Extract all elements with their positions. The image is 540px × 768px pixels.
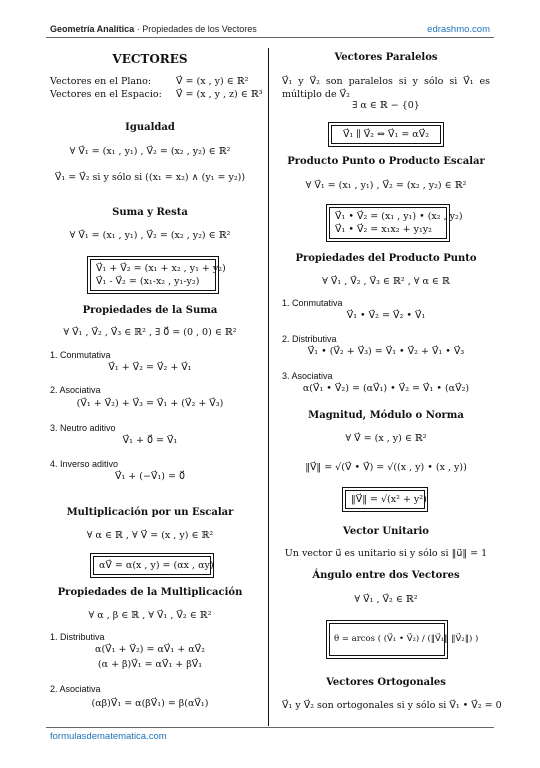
prop-mult-asoc: (αβ)V⃗₁ = α(βV⃗₁) = β(αV⃗₁) bbox=[91, 698, 209, 709]
header-rule bbox=[46, 37, 494, 38]
prop-mult-given: ∀ α , β ∈ ℝ , ∀ V⃗₁ , V⃗₂ ∈ ℝ² bbox=[88, 610, 212, 621]
mult-escalar-title: Multiplicación por un Escalar bbox=[66, 507, 234, 518]
plano-label: Vectores en el Plano: bbox=[50, 76, 152, 87]
paralelos-text: V⃗₁ y V⃗₂ son paralelos si y sólo si V⃗₁ es múltiplo de V⃗₂ bbox=[282, 76, 490, 100]
header-subtitle: · Propiedades de los Vectores bbox=[136, 24, 257, 34]
mult-escalar-given: ∀ α ∈ ℝ , ∀ V⃗ = (x , y) ∈ ℝ² bbox=[86, 530, 214, 541]
prop-suma-formula: V⃗₁ + 0⃗ = V⃗₁ bbox=[122, 435, 178, 446]
footer-site-link[interactable]: formulasdematematica.com bbox=[50, 731, 167, 742]
prop-suma-label: 1. Conmutativa bbox=[50, 350, 111, 360]
unitario-text: Un vector u⃗ es unitario si y sólo si ‖u⃗‖ = 1 bbox=[284, 548, 488, 559]
magnitud-given: ∀ V⃗ = (x , y) ∈ ℝ² bbox=[345, 433, 427, 444]
vectores-plano bbox=[50, 76, 250, 87]
prop-punto-formula: V⃗₁ • (V⃗₂ + V⃗₃) = V⃗₁ • V⃗₂ + V⃗₁ • V⃗₃ bbox=[307, 346, 465, 357]
prop-suma-title: Propiedades de la Suma bbox=[82, 305, 218, 316]
espacio-formula: V⃗ = (x , y , z) ∈ ℝ³ bbox=[176, 89, 263, 100]
mult-escalar-formula: αV⃗ = α(x , y) = (αx , αy) bbox=[99, 560, 214, 571]
prop-mult-distrib-1: α(V⃗₁ + V⃗₂) = αV⃗₁ + αV⃗₂ bbox=[95, 644, 205, 655]
ortogonales-text: V⃗₁ y V⃗₂ son ortogonales si y sólo si V⃗₁ • V⃗₂ = 0 bbox=[282, 700, 502, 711]
column-divider bbox=[268, 48, 269, 726]
prop-mult-distrib-label: 1. Distributiva bbox=[50, 632, 105, 642]
page-header bbox=[50, 24, 257, 34]
plano-formula: V⃗ = (x , y) ∈ ℝ² bbox=[176, 76, 249, 87]
angulo-given: ∀ V⃗₁ , V⃗₂ ∈ ℝ² bbox=[354, 594, 418, 605]
ortogonales-title: Vectores Ortogonales bbox=[326, 677, 446, 688]
paralelos-exists: ∃ α ∈ ℝ − {0} bbox=[352, 100, 420, 111]
prop-punto-formula: V⃗₁ • V⃗₂ = V⃗₂ • V⃗₁ bbox=[346, 310, 426, 321]
magnitud-formula: ‖V⃗‖ = √(x² + y²) bbox=[351, 494, 427, 505]
prop-punto-formula: α(V⃗₁ • V⃗₂) = (αV⃗₁) • V⃗₂ = V⃗₁ • (αV⃗₂) bbox=[302, 383, 470, 394]
magnitud-box bbox=[342, 487, 428, 512]
header-site-link[interactable]: edrashmo.com bbox=[427, 24, 490, 35]
prop-mult-title: Propiedades de la Multiplicación bbox=[57, 587, 243, 598]
igualdad-rule: V⃗₁ = V⃗₂ si y sólo si ((x₁ = x₂) ∧ (y₁ = y₂)) bbox=[54, 172, 246, 183]
angulo-box bbox=[326, 620, 479, 659]
angulo-title: Ángulo entre dos Vectores bbox=[312, 570, 460, 581]
suma-resta-box bbox=[87, 256, 226, 294]
prop-punto-label: 3. Asociativa bbox=[282, 371, 333, 381]
prop-suma-label: 2. Asociativa bbox=[50, 385, 101, 395]
prop-punto-label: 1. Conmutativa bbox=[282, 298, 343, 308]
producto-punto-given: ∀ V⃗₁ = (x₁ , y₁) , V⃗₂ = (x₂ , y₂) ∈ ℝ² bbox=[305, 180, 467, 191]
paralelos-box bbox=[328, 122, 444, 147]
igualdad-title: Igualdad bbox=[125, 122, 175, 133]
prop-suma-formula: V⃗₁ + (−V⃗₁) = 0⃗ bbox=[114, 471, 186, 482]
suma-resta-title: Suma y Resta bbox=[112, 207, 188, 218]
producto-punto-line2: V⃗₁ • V⃗₂ = x₁x₂ + y₁y₂ bbox=[335, 224, 432, 235]
paralelos-formula: V⃗₁ ∥ V⃗₂ ⇔ V⃗₁ = αV⃗₂ bbox=[342, 129, 430, 140]
prop-suma-given: ∀ V⃗₁ , V⃗₂ , V⃗₃ ∈ ℝ² , ∃ 0⃗ = (0 , 0) ∈ ℝ² bbox=[63, 327, 237, 338]
mult-escalar-box bbox=[90, 553, 214, 578]
vectores-title: VECTORES bbox=[112, 52, 188, 66]
suma-formula: V⃗₁ + V⃗₂ = (x₁ + x₂ , y₁ + y₂) bbox=[96, 263, 226, 274]
espacio-label: Vectores en el Espacio: bbox=[50, 89, 162, 100]
suma-resta-given: ∀ V⃗₁ = (x₁ , y₁) , V⃗₂ = (x₂ , y₂) ∈ ℝ² bbox=[69, 230, 231, 241]
vectores-espacio bbox=[50, 89, 263, 100]
prop-suma-formula: (V⃗₁ + V⃗₂) + V⃗₃ = V⃗₁ + (V⃗₂ + V⃗₃) bbox=[76, 398, 224, 409]
prop-mult-distrib-2: (α + β)V⃗₁ = αV⃗₁ + βV⃗₁ bbox=[97, 659, 203, 670]
igualdad-given: ∀ V⃗₁ = (x₁ , y₁) , V⃗₂ = (x₂ , y₂) ∈ ℝ² bbox=[69, 146, 231, 157]
magnitud-line1: ‖V⃗‖ = √(V⃗ • V⃗) = √((x , y) • (x , y)) bbox=[305, 462, 467, 473]
producto-punto-box bbox=[326, 204, 463, 242]
prop-suma-label: 4. Inverso aditivo bbox=[50, 459, 119, 469]
prop-punto-title: Propiedades del Producto Punto bbox=[295, 253, 477, 264]
angulo-formula: θ = arcos ( (V⃗₁ • V⃗₂) / (‖V⃗₁‖ ‖V⃗₂‖) ) bbox=[334, 634, 479, 644]
paralelos-title: Vectores Paralelos bbox=[334, 52, 438, 63]
prop-mult-asoc-label: 2. Asociativa bbox=[50, 684, 101, 694]
prop-punto-given: ∀ V⃗₁ , V⃗₂ , V⃗₃ ∈ ℝ² , ∀ α ∈ ℝ bbox=[322, 276, 450, 287]
producto-punto-line1: V⃗₁ • V⃗₂ = (x₁ , y₁) • (x₂ , y₂) bbox=[335, 211, 463, 222]
prop-suma-label: 3. Neutro aditivo bbox=[50, 423, 116, 433]
header-topic: Geometría Analítica bbox=[50, 24, 135, 34]
producto-punto-title: Producto Punto o Producto Escalar bbox=[287, 156, 485, 167]
magnitud-title: Magnitud, Módulo o Norma bbox=[308, 410, 464, 421]
unitario-title: Vector Unitario bbox=[343, 526, 429, 537]
prop-punto-label: 2. Distributiva bbox=[282, 334, 337, 344]
resta-formula: V⃗₁ - V⃗₂ = (x₁-x₂ , y₁-y₂) bbox=[96, 276, 200, 287]
footer-rule bbox=[46, 727, 494, 728]
prop-suma-formula: V⃗₁ + V⃗₂ = V⃗₂ + V⃗₁ bbox=[108, 362, 192, 373]
